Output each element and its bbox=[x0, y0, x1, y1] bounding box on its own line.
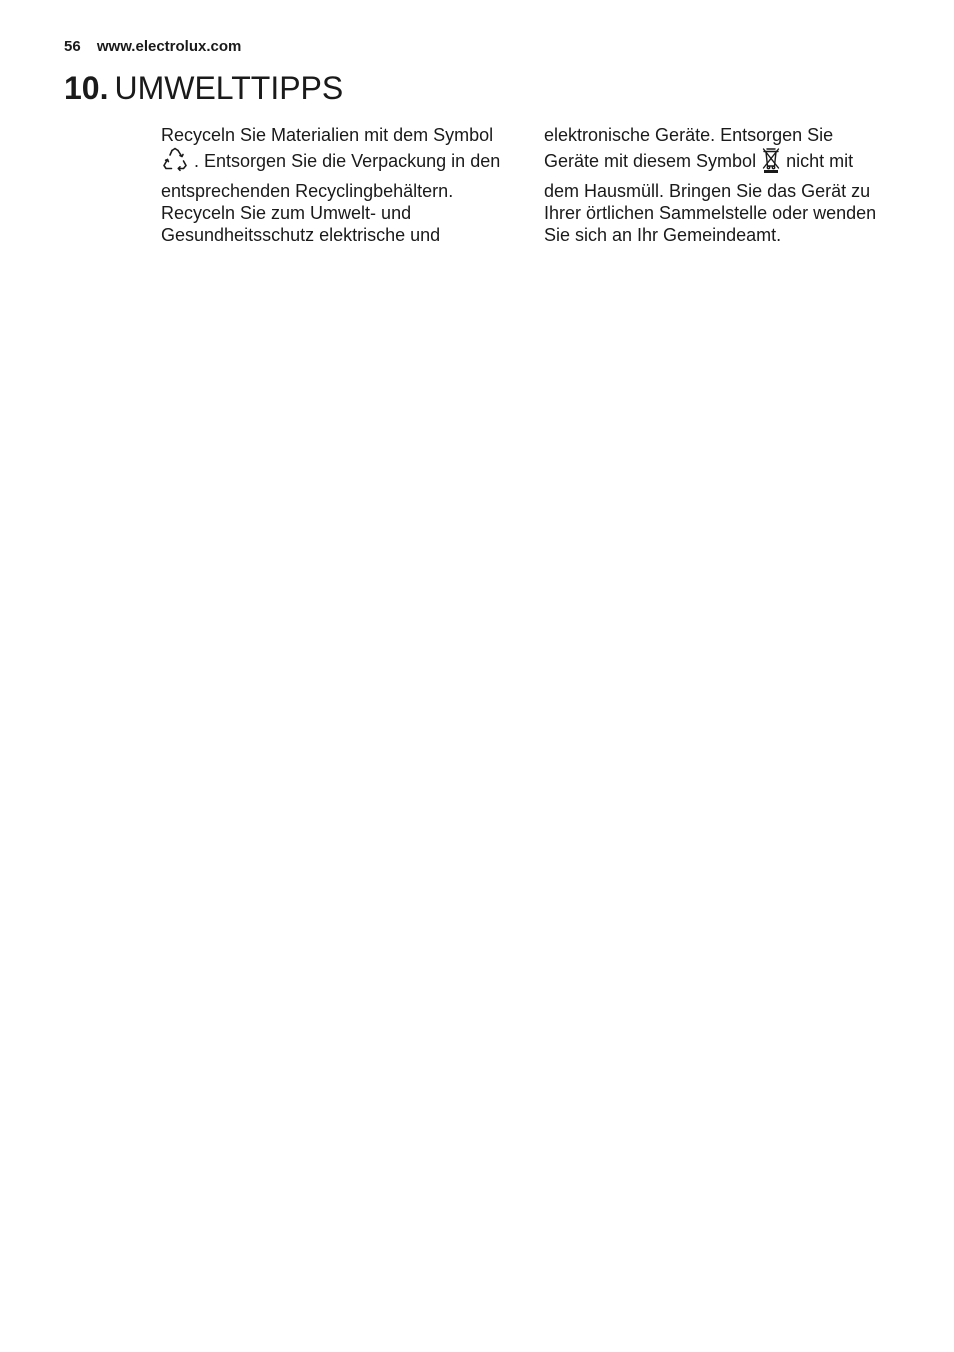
text-fragment: nicht mit bbox=[786, 151, 854, 171]
text-line: Recyceln Sie Materialien mit dem Symbol bbox=[161, 125, 494, 145]
right-text-column bbox=[544, 124, 904, 246]
crossed-out-bin-icon bbox=[761, 146, 781, 174]
left-text-column bbox=[161, 124, 521, 246]
text-line-with-icon bbox=[544, 146, 904, 176]
section-title-text: UMWELTTIPPS bbox=[114, 70, 344, 106]
section-number: 10. bbox=[64, 70, 109, 106]
text-line: elektronische Geräte. Entsorgen Sie bbox=[544, 125, 834, 145]
page-number: 56 bbox=[64, 38, 81, 55]
text-line: Sie sich an Ihr Gemeindeamt. bbox=[544, 225, 782, 245]
text-fragment: . Entsorgen Sie die Verpackung in den bbox=[194, 151, 501, 171]
text-line: Recyceln Sie zum Umwelt- und bbox=[161, 203, 412, 223]
recycling-icon bbox=[161, 146, 189, 174]
page-header bbox=[64, 38, 241, 55]
text-line: entsprechenden Recyclingbehältern. bbox=[161, 181, 454, 201]
text-fragment: Geräte mit diesem Symbol bbox=[544, 151, 757, 171]
text-line: Ihrer örtlichen Sammelstelle oder wenden bbox=[544, 203, 877, 223]
text-line: Gesundheitsschutz elektrische und bbox=[161, 225, 441, 245]
text-line-with-icon bbox=[161, 146, 521, 176]
section-title bbox=[64, 66, 343, 110]
text-line: dem Hausmüll. Bringen Sie das Gerät zu bbox=[544, 181, 871, 201]
website-url: www.electrolux.com bbox=[96, 38, 242, 55]
